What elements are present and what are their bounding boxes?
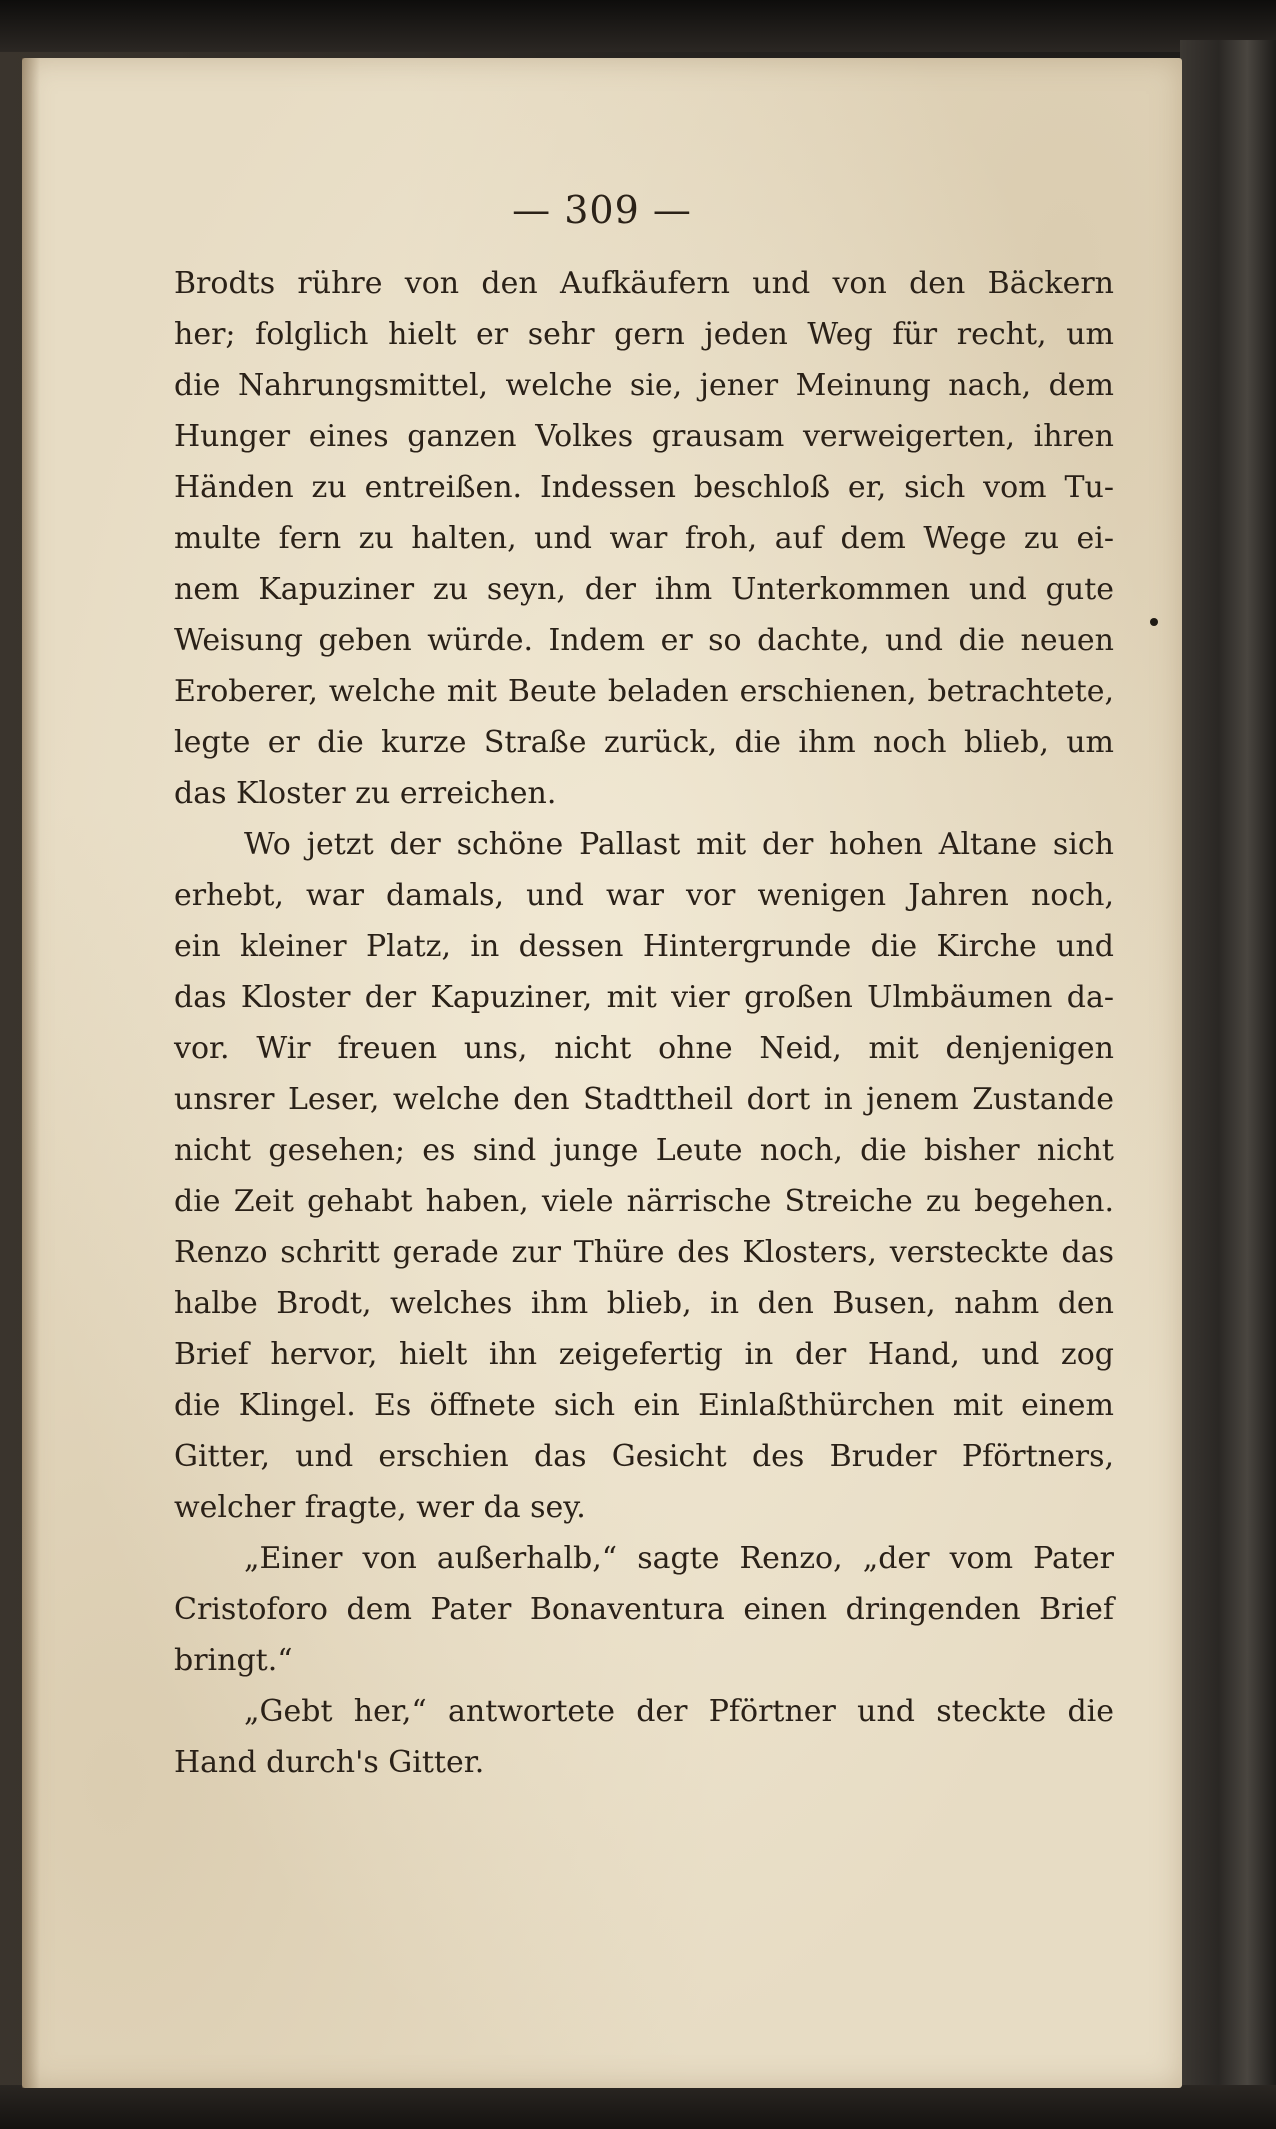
text-line: nicht gesehen; es sind junge Leute noch, die bisher nicht <box>174 1133 1114 1168</box>
text-line: Gitter, und erschien das Gesicht des Bruder Pförtners, <box>174 1439 1114 1474</box>
text-line: vor. Wir freuen uns, nicht ohne Neid, mit denjenigen <box>174 1031 1114 1066</box>
text-line: die Zeit gehabt haben, viele närrische Streiche zu begehen. <box>174 1184 1114 1219</box>
text-line: Händen zu entreißen. Indessen beschloß er, sich vom Tu- <box>174 470 1114 505</box>
text-line: die Klingel. Es öffnete sich ein Einlaßthürchen mit einem <box>174 1388 1114 1423</box>
text-line: halbe Brodt, welches ihm blieb, in den Busen, nahm den <box>174 1286 1114 1321</box>
page-body-text <box>174 258 1114 1788</box>
text-line: Hand durch's Gitter. <box>174 1745 485 1780</box>
text-line: Cristoforo dem Pater Bonaventura einen dringenden Brief <box>174 1592 1114 1627</box>
text-line: Renzo schritt gerade zur Thüre des Klosters, versteckte das <box>174 1235 1114 1270</box>
book-page <box>22 58 1182 2088</box>
text-line: Eroberer, welche mit Beute beladen erschienen, betrachtete, <box>174 674 1114 709</box>
ink-speck <box>1150 618 1158 626</box>
text-line: das Kloster zu erreichen. <box>174 776 557 811</box>
book-bottom-edge <box>0 2085 1276 2129</box>
book-right-edge <box>1180 40 1276 2100</box>
text-line: Wo jetzt der schöne Pallast mit der hohen Altane sich <box>244 827 1114 862</box>
text-line: die Nahrungsmittel, welche sie, jener Meinung nach, dem <box>174 368 1114 403</box>
text-line: welcher fragte, wer da sey. <box>174 1490 586 1525</box>
text-line: Weisung geben würde. Indem er so dachte, und die neuen <box>174 623 1114 658</box>
text-line: nem Kapuziner zu seyn, der ihm Unterkommen und gute <box>174 572 1114 607</box>
text-line: Brodts rühre von den Aufkäufern und von den Bäckern <box>174 266 1114 301</box>
page-number: — 309 — <box>512 188 692 232</box>
text-line: „Gebt her,“ antwortete der Pförtner und steckte die <box>244 1694 1114 1729</box>
text-line: Hunger eines ganzen Volkes grausam verweigerten, ihren <box>174 419 1114 454</box>
book-top-edge <box>0 0 1276 52</box>
text-line: ein kleiner Platz, in dessen Hintergrunde die Kirche und <box>174 929 1114 964</box>
text-line: multe fern zu halten, und war froh, auf dem Wege zu ei- <box>174 521 1114 556</box>
text-line: legte er die kurze Straße zurück, die ihm noch blieb, um <box>174 725 1114 760</box>
text-line: „Einer von außerhalb,“ sagte Renzo, „der vom Pater <box>244 1541 1114 1576</box>
text-line: her; folglich hielt er sehr gern jeden Weg für recht, um <box>174 317 1114 352</box>
text-line: unsrer Leser, welche den Stadttheil dort in jenem Zustande <box>174 1082 1114 1117</box>
text-line: Brief hervor, hielt ihn zeigefertig in der Hand, und zog <box>174 1337 1114 1372</box>
text-line: das Kloster der Kapuziner, mit vier großen Ulmbäumen da- <box>174 980 1114 1015</box>
text-line: bringt.“ <box>174 1643 293 1678</box>
text-line: erhebt, war damals, und war vor wenigen Jahren noch, <box>174 878 1114 913</box>
page-gutter-shadow <box>22 58 40 2088</box>
